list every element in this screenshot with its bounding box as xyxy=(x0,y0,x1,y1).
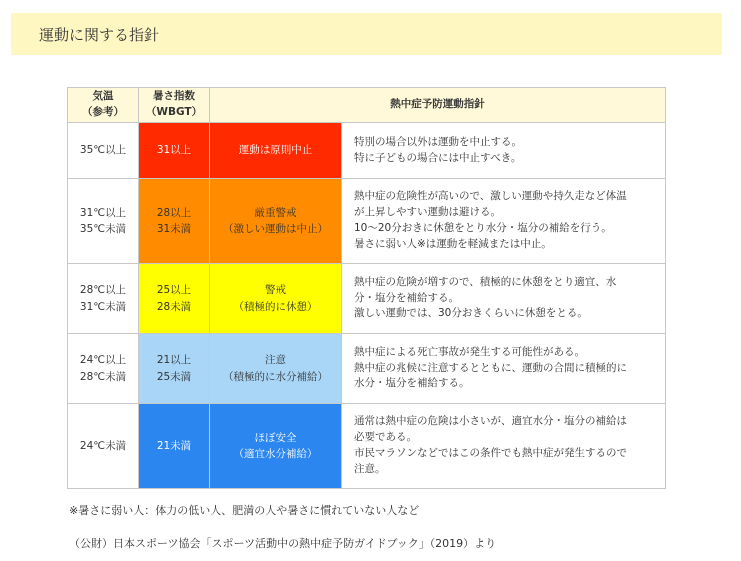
wbgt-cell xyxy=(139,264,210,334)
level-text: （激しい運動は中止） xyxy=(223,223,328,235)
temperature-cell xyxy=(68,404,139,489)
description-line: 水分・塩分を補給する。 xyxy=(354,377,470,390)
wbgt-text: 31以上 xyxy=(156,144,192,157)
wbgt-cell xyxy=(139,179,210,264)
header-guideline: 熱中症予防運動指針 xyxy=(210,88,666,123)
description-line: 分・塩分を補給する。 xyxy=(354,291,459,304)
temperature-text: 31℃未満 xyxy=(79,300,127,313)
description-line: 必要である。 xyxy=(354,431,417,444)
temperature-text: 28℃未満 xyxy=(79,370,127,383)
description-cell xyxy=(342,123,666,179)
table-row xyxy=(68,334,666,404)
level-cell xyxy=(210,123,342,179)
temperature-cell xyxy=(68,334,139,404)
level-text: ほぼ安全 xyxy=(254,431,297,444)
wbgt-text: 25以上 xyxy=(156,284,192,297)
wbgt-text: 28以上 xyxy=(156,206,192,219)
wbgt-text: 21以上 xyxy=(156,354,192,367)
wbgt-text: 28未満 xyxy=(156,300,192,313)
temperature-text: 35℃以上 xyxy=(79,144,127,157)
footnote: ※暑さに弱い人：体力の低い人、肥満の人や暑さに慣れていない人など xyxy=(69,504,420,517)
temperature-cell xyxy=(68,179,139,264)
description-cell xyxy=(342,264,666,334)
description-line: 熱中症による死亡事故が発生する可能性がある。 xyxy=(354,345,585,358)
level-text: 厳重警戒 xyxy=(254,206,297,219)
table-row xyxy=(68,123,666,179)
table-row xyxy=(68,179,666,264)
header-wbgt-label: 暑さ指数 xyxy=(153,90,195,103)
wbgt-cell xyxy=(139,334,210,404)
description-line: 暑さに弱い人※は運動を軽減または中止。 xyxy=(354,237,552,250)
table-header-row xyxy=(68,88,666,123)
temperature-cell xyxy=(68,123,139,179)
description-cell xyxy=(342,334,666,404)
level-cell xyxy=(210,264,342,334)
page-title: 運動に関する指針 xyxy=(39,25,160,44)
header-wbgt xyxy=(139,88,210,123)
table-row xyxy=(68,264,666,334)
description-line: 注意。 xyxy=(354,462,386,475)
wbgt-text: 21未満 xyxy=(156,439,192,452)
level-text: （積極的に水分補給） xyxy=(223,370,328,383)
description-line: 特別の場合以外は運動を中止する。 xyxy=(354,135,522,148)
description-cell xyxy=(342,404,666,489)
description-line: が上昇しやすい運動は避ける。 xyxy=(354,206,501,219)
description-line: 熱中症の危険が増すので、積極的に休憩をとり適宜、水 xyxy=(354,275,617,288)
level-text: （適宜水分補給） xyxy=(233,448,318,460)
temperature-text: 24℃以上 xyxy=(79,354,127,367)
header-temperature-label: 気温 xyxy=(92,90,114,103)
temperature-text: 35℃未満 xyxy=(79,223,127,235)
page-title-bar xyxy=(11,13,722,55)
description-line: 通常は熱中症の危険は小さいが、適宜水分・塩分の補給は xyxy=(354,415,627,428)
heat-guideline-table xyxy=(67,87,666,489)
description-line: 激しい運動では、30分おきくらいに休憩をとる。 xyxy=(354,307,588,320)
level-text: 運動は原則中止 xyxy=(238,144,313,157)
wbgt-cell xyxy=(139,123,210,179)
description-line: 熱中症の兆候に注意するとともに、運動の合間に積極的に xyxy=(354,361,627,374)
level-cell xyxy=(210,334,342,404)
header-temperature-note: （参考） xyxy=(82,106,124,118)
temperature-text: 24℃未満 xyxy=(79,439,127,452)
wbgt-text: 31未満 xyxy=(156,223,192,235)
temperature-cell xyxy=(68,264,139,334)
header-wbgt-note: （WBGT） xyxy=(145,106,203,118)
description-line: 10～20分おきに休憩をとり水分・塩分の補給を行う。 xyxy=(354,222,612,234)
description-line: 熱中症の危険性が高いので、激しい運動や持久走など体温 xyxy=(354,190,627,203)
level-text: （積極的に休憩） xyxy=(233,300,318,313)
wbgt-text: 25未満 xyxy=(156,370,192,383)
description-line: 市民マラソンなどではこの条件でも熱中症が発生するので xyxy=(354,447,627,459)
temperature-text: 31℃以上 xyxy=(79,206,127,219)
level-text: 警戒 xyxy=(265,284,286,297)
temperature-text: 28℃以上 xyxy=(79,284,127,297)
level-text: 注意 xyxy=(265,354,286,367)
wbgt-cell xyxy=(139,404,210,489)
description-line: 特に子どもの場合には中止すべき。 xyxy=(354,151,522,164)
header-temperature xyxy=(68,88,139,123)
level-cell xyxy=(210,179,342,264)
table-row xyxy=(68,404,666,489)
description-cell xyxy=(342,179,666,264)
level-cell xyxy=(210,404,342,489)
source-citation: （公財）日本スポーツ協会「スポーツ活動中の熱中症予防ガイドブック」（2019）より xyxy=(69,537,497,550)
